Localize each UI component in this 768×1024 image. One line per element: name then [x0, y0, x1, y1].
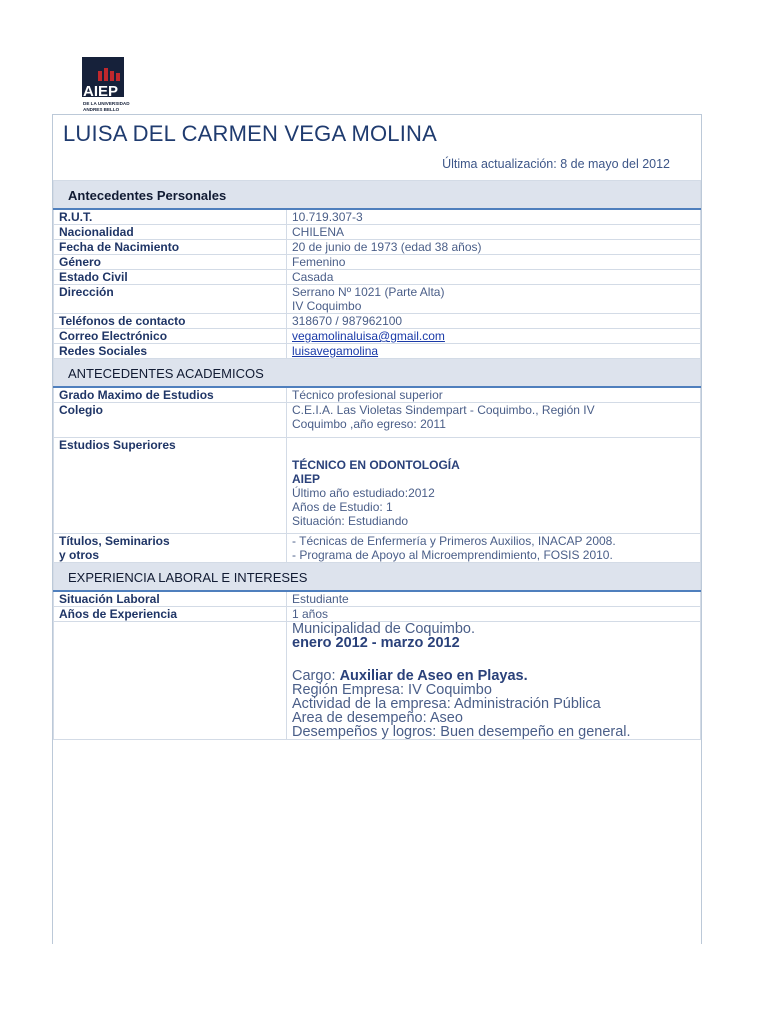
value-civil-status: Casada — [287, 270, 701, 285]
job-period: enero 2012 - marzo 2012 — [292, 635, 460, 651]
value-higher-studies — [287, 438, 701, 534]
value-degree: Técnico profesional superior — [287, 387, 701, 403]
section-title: ANTECEDENTES ACADEMICOS — [68, 365, 264, 381]
value-experience-years: 1 años — [287, 607, 701, 622]
label-gender: Género — [54, 255, 287, 270]
job-activity: Actividad de la empresa: Administración Pública — [292, 696, 601, 712]
value-birthdate: 20 de junio de 1973 (edad 38 años) — [287, 240, 701, 255]
career: TÉCNICO EN ODONTOLOGÍA — [292, 458, 460, 472]
row-social — [54, 344, 701, 359]
address-line-1: Serrano Nº 1021 (Parte Alta) — [292, 285, 445, 299]
row-work-status — [54, 591, 701, 607]
row-nationality — [54, 225, 701, 240]
title-item-2: - Programa de Apoyo al Microemprendimiento, FOSIS 2010. — [292, 548, 613, 562]
row-rut — [54, 209, 701, 225]
section-title: EXPERIENCIA LABORAL E INTERESES — [68, 569, 308, 585]
email-link[interactable]: vegamolinaluisa@gmail.com — [292, 329, 445, 343]
value-gender: Femenino — [287, 255, 701, 270]
row-experience-years — [54, 607, 701, 622]
job-cargo-value: Auxiliar de Aseo en Playas. — [339, 668, 528, 684]
address-line-2: IV Coquimbo — [292, 299, 362, 313]
value-rut: 10.719.307-3 — [287, 209, 701, 225]
label-nationality: Nacionalidad — [54, 225, 287, 240]
logo-subtitle-1: DE LA UNIVERSIDAD — [83, 101, 130, 106]
row-gender — [54, 255, 701, 270]
row-civil-status — [54, 270, 701, 285]
label-job-empty — [54, 622, 287, 740]
cv-table — [53, 180, 701, 740]
label-school: Colegio — [54, 403, 287, 438]
value-address — [287, 285, 701, 314]
logo-text: AIEP — [83, 83, 119, 100]
cv-sheet — [52, 114, 702, 944]
label-phones: Teléfonos de contacto — [54, 314, 287, 329]
label-work-status: Situación Laboral — [54, 591, 287, 607]
label-experience-years: Años de Experiencia — [54, 607, 287, 622]
row-email — [54, 329, 701, 344]
value-nationality: CHILENA — [287, 225, 701, 240]
job-achievements: Desempeños y logros: Buen desempeño en general. — [292, 724, 631, 740]
value-email — [287, 329, 701, 344]
school-line-1: C.E.I.A. Las Violetas Sindempart - Coquimbo., Región IV — [292, 403, 595, 417]
logo-subtitle-2: ANDRES BELLO — [83, 107, 120, 112]
label-birthdate: Fecha de Nacimiento — [54, 240, 287, 255]
row-phones — [54, 314, 701, 329]
institution: AIEP — [292, 472, 321, 486]
titles-label-2: y otros — [59, 548, 100, 562]
candidate-name: LUISA DEL CARMEN VEGA MOLINA — [63, 121, 438, 146]
job-cargo — [292, 669, 695, 683]
value-social — [287, 344, 701, 359]
last-year: Último año estudiado:2012 — [292, 486, 435, 500]
title-item-1: - Técnicas de Enfermería y Primeros Auxilios, INACAP 2008. — [292, 534, 616, 548]
label-rut: R.U.T. — [54, 209, 287, 225]
label-civil-status: Estado Civil — [54, 270, 287, 285]
row-school — [54, 403, 701, 438]
job-region: Región Empresa: IV Coquimbo — [292, 682, 492, 698]
aiep-logo — [82, 57, 130, 113]
row-job — [54, 622, 701, 740]
section-work — [54, 563, 701, 592]
row-titles — [54, 534, 701, 563]
value-titles — [287, 534, 701, 563]
value-school — [287, 403, 701, 438]
school-line-2: Coquimbo ,año egreso: 2011 — [292, 417, 446, 431]
titles-label-1: Títulos, Seminarios — [59, 534, 170, 548]
label-degree: Grado Maximo de Estudios — [54, 387, 287, 403]
study-status: Situación: Estudiando — [292, 514, 409, 528]
value-phones: 318670 / 987962100 — [287, 314, 701, 329]
last-updated: Última actualización: 8 de mayo del 2012 — [442, 157, 670, 171]
row-address — [54, 285, 701, 314]
section-academic — [54, 359, 701, 388]
social-link[interactable]: luisavegamolina — [292, 344, 379, 358]
row-degree — [54, 387, 701, 403]
section-title: Antecedentes Personales — [68, 187, 227, 203]
label-social: Redes Sociales — [54, 344, 287, 359]
section-personal — [54, 181, 701, 210]
job-company: Municipalidad de Coquimbo. — [292, 621, 475, 637]
job-area: Area de desempeño: Aseo — [292, 710, 463, 726]
label-email: Correo Electrónico — [54, 329, 287, 344]
row-higher-studies — [54, 438, 701, 534]
job-cargo-label: Cargo: — [292, 668, 340, 684]
label-address: Dirección — [54, 285, 287, 314]
row-birthdate — [54, 240, 701, 255]
value-job — [287, 622, 701, 740]
value-work-status: Estudiante — [287, 591, 701, 607]
study-years: Años de Estudio: 1 — [292, 500, 393, 514]
label-titles — [54, 534, 287, 563]
label-higher-studies: Estudios Superiores — [54, 438, 287, 534]
